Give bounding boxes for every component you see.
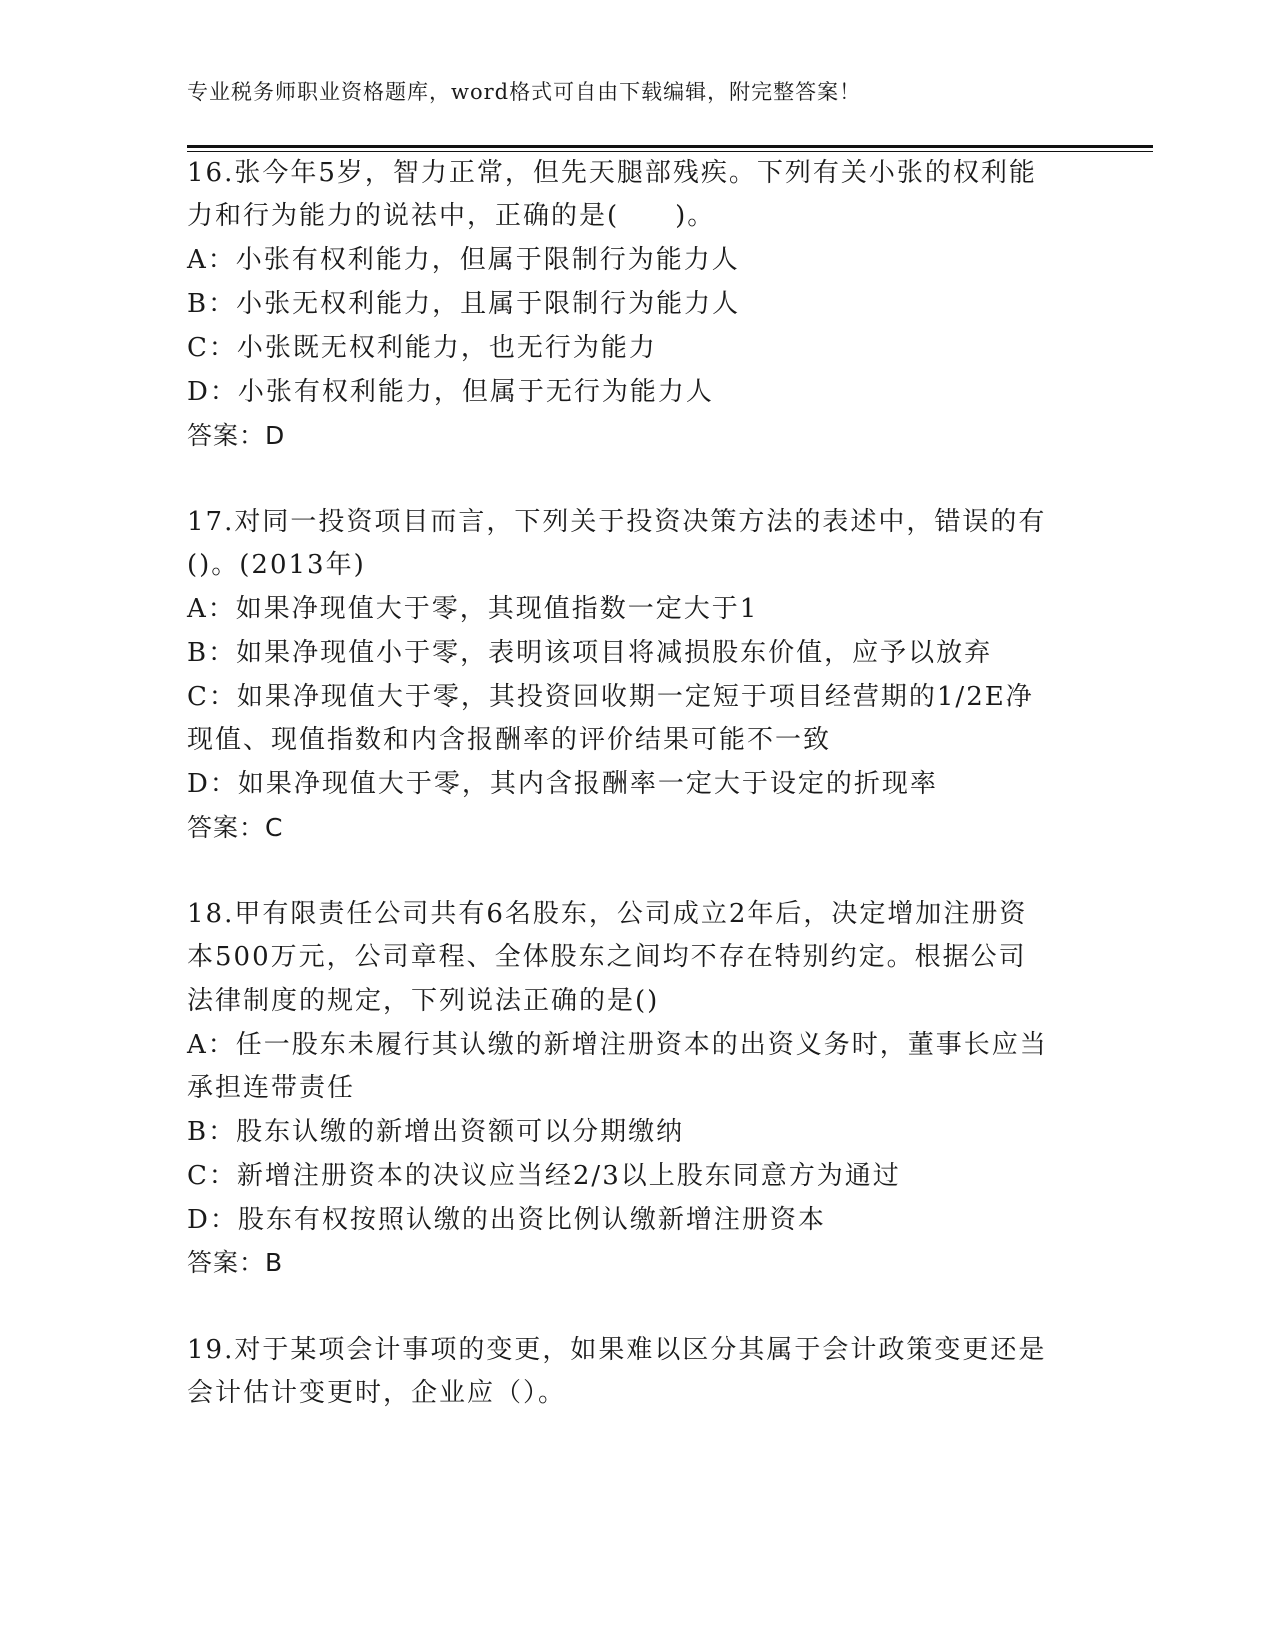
question-16-option-a: A：小张有权利能力，但属于限制行为能力人: [187, 245, 740, 275]
question-16-stem-line-1: 16.张今年5岁，智力正常，但先天腿部残疾。下列有关小张的权利能: [187, 158, 1037, 188]
header-rule-thin: [187, 151, 1153, 152]
question-16-option-b: B：小张无权利能力，且属于限制行为能力人: [187, 289, 741, 319]
question-18-option-c: C：新增注册资本的决议应当经2/3以上股东同意方为通过: [187, 1161, 901, 1191]
question-18-stem-line-3: 法律制度的规定，下列说法正确的是(): [187, 986, 660, 1016]
question-18-answer: 答案：B: [187, 1248, 284, 1277]
page-header-text: 专业税务师职业资格题库，word格式可自由下载编辑，附完整答案！: [187, 80, 862, 104]
question-16-option-d: D：小张有权利能力，但属于无行为能力人: [187, 377, 714, 407]
question-17-option-c-line-1: C：如果净现值大于零，其投资回收期一定短于项目经营期的1/2E净: [187, 682, 1034, 712]
question-18-option-a-line-2: 承担连带责任: [187, 1073, 356, 1103]
question-17-option-c-line-2: 现值、现值指数和内含报酬率的评价结果可能不一致: [187, 725, 832, 755]
question-18-stem-line-1: 18.甲有限责任公司共有6名股东，公司成立2年后，决定增加注册资: [187, 899, 1028, 929]
question-17-answer: 答案：C: [187, 813, 284, 842]
question-18-option-b: B：股东认缴的新增出资额可以分期缴纳: [187, 1117, 685, 1147]
question-17-option-d: D：如果净现值大于零，其内含报酬率一定大于设定的折现率: [187, 769, 938, 799]
question-17-option-b: B：如果净现值小于零，表明该项目将减损股东价值，应予以放弃: [187, 638, 993, 668]
question-16-option-c: C：小张既无权利能力，也无行为能力: [187, 333, 657, 363]
question-17-stem-line-2: ()。(2013年): [187, 550, 366, 580]
question-18-option-a-line-1: A：任一股东未履行其认缴的新增注册资本的出资义务时，董事长应当: [187, 1030, 1048, 1060]
question-19-stem-line-2: 会计估计变更时，企业应（）。: [187, 1378, 567, 1408]
question-16-stem-line-2: 力和行为能力的说祛中，正确的是( )。: [187, 201, 716, 231]
question-18-option-d: D：股东有权按照认缴的出资比例认缴新增注册资本: [187, 1205, 826, 1235]
question-17-stem-line-1: 17.对同一投资项目而言，下列关于投资决策方法的表述中，错误的有: [187, 507, 1047, 537]
header-rule-thick: [187, 145, 1153, 148]
question-17-option-a: A：如果净现值大于零，其现值指数一定大于1: [187, 594, 759, 624]
question-19-stem-line-1: 19.对于某项会计事项的变更，如果难以区分其属于会计政策变更还是: [187, 1335, 1047, 1365]
question-18-stem-line-2: 本500万元，公司章程、全体股东之间均不存在特别约定。根据公司: [187, 942, 1027, 972]
question-16-answer: 答案：D: [187, 421, 286, 450]
